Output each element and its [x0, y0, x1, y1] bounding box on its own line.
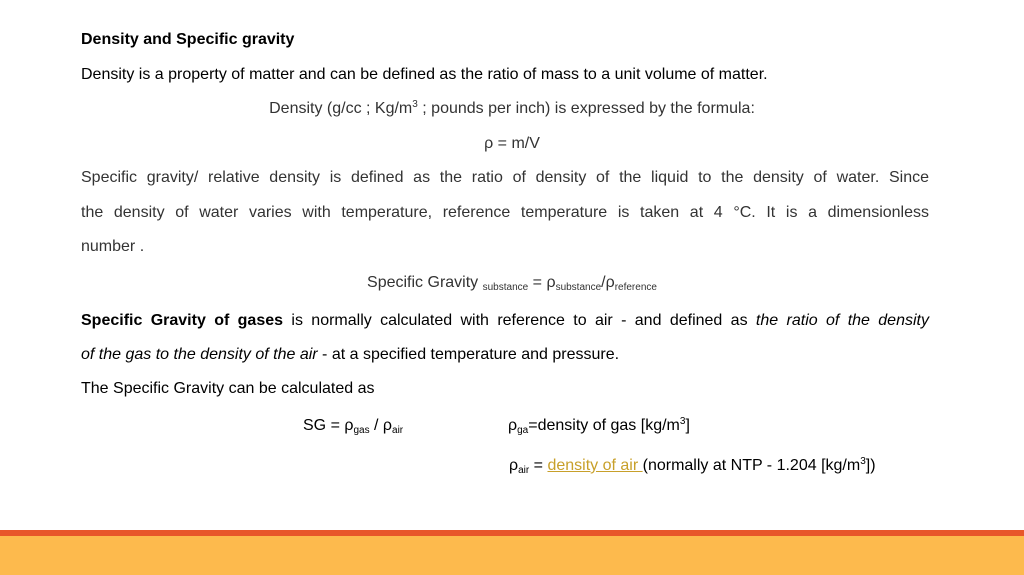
sg-gas-pre: SG = ρ — [303, 417, 354, 434]
slide-heading: Density and Specific gravity — [81, 31, 295, 48]
air-def-text: (normally at NTP - 1.204 [kg/m — [642, 457, 861, 474]
density-formula: ρ = m/V — [484, 135, 540, 152]
gases-paragraph-line-2 — [81, 345, 619, 365]
calc-intro: The Specific Gravity can be calculated as — [81, 380, 375, 397]
sg-gas-formula — [303, 416, 403, 436]
sg-definition-line-2: the density of water varies with temperature, reference temperature is taken at 4 °C. It is a dimensionless — [81, 204, 929, 221]
sg-definition-line-3: number . — [81, 238, 145, 255]
sg-definition-line-1: Specific gravity/ relative density is defined as the ratio of density of the liquid to the density of water. Since — [81, 169, 929, 186]
gas-def-text: =density of gas [kg/m — [528, 417, 680, 434]
air-density-definition — [509, 456, 876, 476]
density-of-air-link[interactable]: density of air — [547, 457, 643, 474]
air-rho-sub: air — [518, 465, 530, 476]
sg-formula-lhs: Specific Gravity — [367, 274, 483, 291]
density-units-line — [0, 99, 1024, 119]
sg-formula-den-sub: reference — [614, 282, 657, 293]
gases-italic-1: the ratio of the density — [755, 312, 929, 329]
gases-bold-term: Specific Gravity of gases — [81, 312, 284, 329]
sg-formula-eq: = ρ — [528, 274, 556, 291]
gases-text-1: is normally calculated with reference to air - and defined as — [283, 312, 756, 329]
air-rho: ρ — [509, 457, 519, 474]
sg-gas-sub-2: air — [392, 425, 404, 436]
footer-band — [0, 536, 1024, 575]
gases-italic-2: of the gas to the density of the air — [81, 346, 318, 363]
gas-def-close: ] — [685, 417, 690, 434]
units-text-pre: Density (g/cc ; Kg/m — [269, 100, 413, 117]
sg-formula-lhs-sub: substance — [482, 282, 529, 293]
gas-rho: ρ — [508, 417, 518, 434]
density-intro: Density is a property of matter and can be defined as the ratio of mass to a unit volume of matter. — [81, 66, 768, 83]
air-def-sup: 3 — [860, 456, 866, 467]
units-sup: 3 — [412, 99, 418, 110]
units-text-post: ; pounds per inch) is expressed by the formula: — [417, 100, 755, 117]
gases-paragraph-line-1 — [81, 311, 929, 331]
sg-formula-num-sub: substance — [555, 282, 602, 293]
air-def-eq: = — [529, 457, 548, 474]
air-def-close: ]) — [865, 457, 876, 474]
sg-gas-sub-1: gas — [353, 425, 370, 436]
sg-formula-slash: /ρ — [601, 274, 615, 291]
gas-def-sup: 3 — [679, 416, 686, 427]
sg-gas-mid: / ρ — [369, 417, 393, 434]
gases-text-2: - at a specified temperature and pressure. — [317, 346, 620, 363]
sg-formula — [0, 273, 1024, 293]
gas-rho-sub: ga — [517, 425, 529, 436]
gas-density-definition — [508, 416, 690, 436]
